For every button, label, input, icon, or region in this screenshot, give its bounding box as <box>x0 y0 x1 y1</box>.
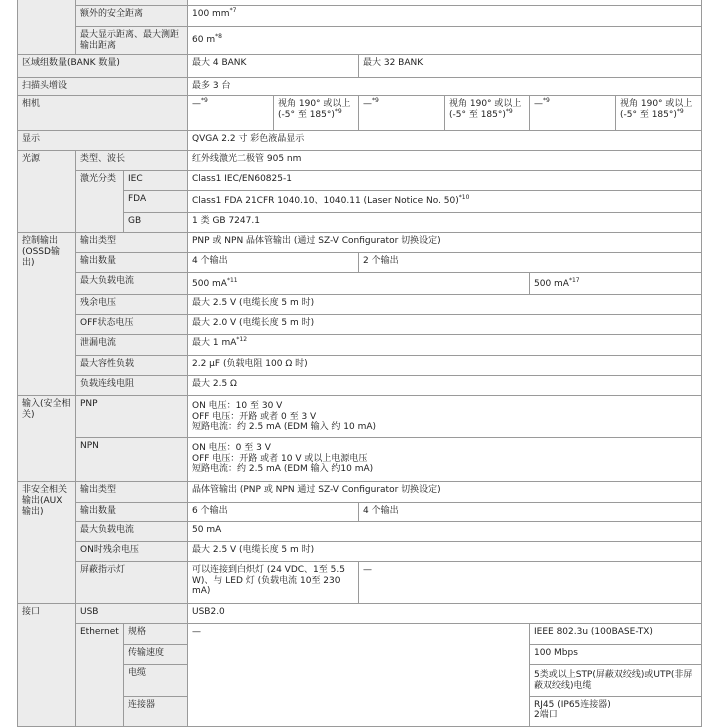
camera-view-cell: 视角 190° 或以上 (-5° 至 185°)$^{*9}$ <box>274 96 359 131</box>
input-npn-label: NPN <box>76 438 188 482</box>
eth-connector-label: 连接器 <box>124 697 188 727</box>
usb-value: USB2.0 <box>188 604 702 624</box>
fda-label: FDA <box>124 191 188 213</box>
ossd-wire-label: 负载连线电阻 <box>76 376 188 396</box>
ossd-max-load-b: 500 $mA^{*17}$ <box>530 273 702 295</box>
ossd-cap-value: 2.2 μF (负载电阻 100 Ω 时) <box>188 356 702 376</box>
camera-dash-cell: —$^{*9}$ <box>530 96 616 131</box>
ossd-max-load-a: 500 $mA^{*11}$ <box>188 273 530 295</box>
control-output-label: 控制输出(OSSD输出) <box>18 233 76 396</box>
ossd-output-count-a: 4 个输出 <box>188 253 359 273</box>
interface-label: 接口 <box>18 604 76 727</box>
muting-lamp-dash: — <box>359 562 702 604</box>
max-display-distance-label: 最大显示距离、最大测距输出距离 <box>76 27 188 55</box>
max-display-distance-value: 60 $m^{*8}$ <box>188 27 702 55</box>
input-npn-value: ON 电压：0 至 3 V OFF 电压：开路 或者 10 V 或以上电源电压 短路电流：约 2.5 mA (EDM 输入 约10 mA) <box>188 438 702 482</box>
aux-output-label: 非安全相关输出(AUX输出) <box>18 482 76 604</box>
gb-label: GB <box>124 213 188 233</box>
eth-spec-dash: — <box>188 624 530 727</box>
eth-connector-value: RJ45 (IP65连接器) 2端口 <box>530 697 702 727</box>
display-value: QVGA 2.2 寸 彩色液晶显示 <box>188 131 702 151</box>
ossd-wire-value: 最大 2.5 Ω <box>188 376 702 396</box>
scan-head-add-value: 最多 3 台 <box>188 78 702 96</box>
camera-view-cell: 视角 190° 或以上 (-5° 至 185°)$^{*9}$ <box>616 96 702 131</box>
ossd-output-type-value: PNP 或 NPN 晶体管输出 (通过 SZ-V Configurator 切换设定) <box>188 233 702 253</box>
input-label: 输入(安全相关) <box>18 396 76 482</box>
extra-safety-distance-label: 额外的安全距离 <box>76 6 188 27</box>
aux-max-load-label: 最大负载电流 <box>76 522 188 542</box>
ossd-off-voltage-value: 最大 2.0 V (电缆长度 5 m 时) <box>188 315 702 335</box>
light-source-label: 光源 <box>18 151 76 233</box>
camera-label: 相机 <box>18 96 188 131</box>
extra-safety-distance-value: 100 $mm^{*7}$ <box>188 6 702 27</box>
laser-class-label: 激光分类 <box>76 171 124 233</box>
aux-output-count-a: 6 个输出 <box>188 503 359 522</box>
light-type-value: 红外线激光二极管 905 nm <box>188 151 702 171</box>
fda-value: Class1 FDA 21CFR 1040.10、1040.11 (Laser Notice No. 50)$^{*10}$ <box>188 191 702 213</box>
aux-max-load-value: 50 mA <box>188 522 702 542</box>
aux-output-type-label: 输出类型 <box>76 482 188 503</box>
camera-view-cell: 视角 190° 或以上 (-5° 至 185°)$^{*9}$ <box>445 96 530 131</box>
ossd-leak-label: 泄漏电流 <box>76 335 188 356</box>
input-pnp-label: PNP <box>76 396 188 438</box>
aux-on-residual-value: 最大 2.5 V (电缆长度 5 m 时) <box>188 542 702 562</box>
eth-speed-value: 100 Mbps <box>530 645 702 665</box>
usb-label: USB <box>76 604 188 624</box>
muting-lamp-label: 屏蔽指示灯 <box>76 562 188 604</box>
ossd-residual-value: 最大 2.5 V (电缆长度 5 m 时) <box>188 295 702 315</box>
aux-output-count-label: 输出数量 <box>76 503 188 522</box>
ethernet-label: Ethernet <box>76 624 124 727</box>
camera-dash-cell: —$^{*9}$ <box>188 96 274 131</box>
spec-cell-blank <box>18 0 76 55</box>
ossd-max-load-label: 最大负载电流 <box>76 273 188 295</box>
camera-dash-cell: —$^{*9}$ <box>359 96 445 131</box>
ossd-output-count-label: 输出数量 <box>76 253 188 273</box>
gb-value: 1 类 GB 7247.1 <box>188 213 702 233</box>
ossd-cap-label: 最大容性负载 <box>76 356 188 376</box>
iec-value: Class1 IEC/EN60825-1 <box>188 171 702 191</box>
scan-head-add-label: 扫描头增设 <box>18 78 188 96</box>
input-pnp-value: ON 电压：10 至 30 V OFF 电压：开路 或者 0 至 3 V 短路电流：约 2.5 mA (EDM 输入 约 10 mA) <box>188 396 702 438</box>
iec-label: IEC <box>124 171 188 191</box>
eth-speed-label: 传输速度 <box>124 645 188 665</box>
eth-spec-label: 规格 <box>124 624 188 645</box>
aux-on-residual-label: ON时残余电压 <box>76 542 188 562</box>
eth-cable-label: 电缆 <box>124 665 188 697</box>
muting-lamp-value: 可以连接到白炽灯 (24 VDC、1至 5.5 W)、与 LED 灯 (负载电流 10至 230 mA) <box>188 562 359 604</box>
aux-output-count-b: 4 个输出 <box>359 503 702 522</box>
table-left-border <box>17 0 18 727</box>
area-group-count-value-a: 最大 4 BANK <box>188 55 359 78</box>
area-group-count-label: 区域组数量(BANK 数量) <box>18 55 188 78</box>
ossd-output-type-label: 输出类型 <box>76 233 188 253</box>
area-group-count-value-b: 最大 32 BANK <box>359 55 702 78</box>
display-label: 显示 <box>18 131 188 151</box>
light-type-label: 类型、波长 <box>76 151 188 171</box>
ossd-leak-value: 最大 1 $mA^{*12}$ <box>188 335 702 356</box>
ossd-output-count-b: 2 个输出 <box>359 253 702 273</box>
eth-spec-value: IEEE 802.3u (100BASE-TX) <box>530 624 702 645</box>
ossd-off-voltage-label: OFF状态电压 <box>76 315 188 335</box>
aux-output-type-value: 晶体管输出 (PNP 或 NPN 通过 SZ-V Configurator 切换设定) <box>188 482 702 503</box>
ossd-residual-label: 残余电压 <box>76 295 188 315</box>
eth-cable-value: 5类或以上STP(屏蔽双绞线)或UTP(非屏蔽双绞线)电缆 <box>530 665 702 697</box>
